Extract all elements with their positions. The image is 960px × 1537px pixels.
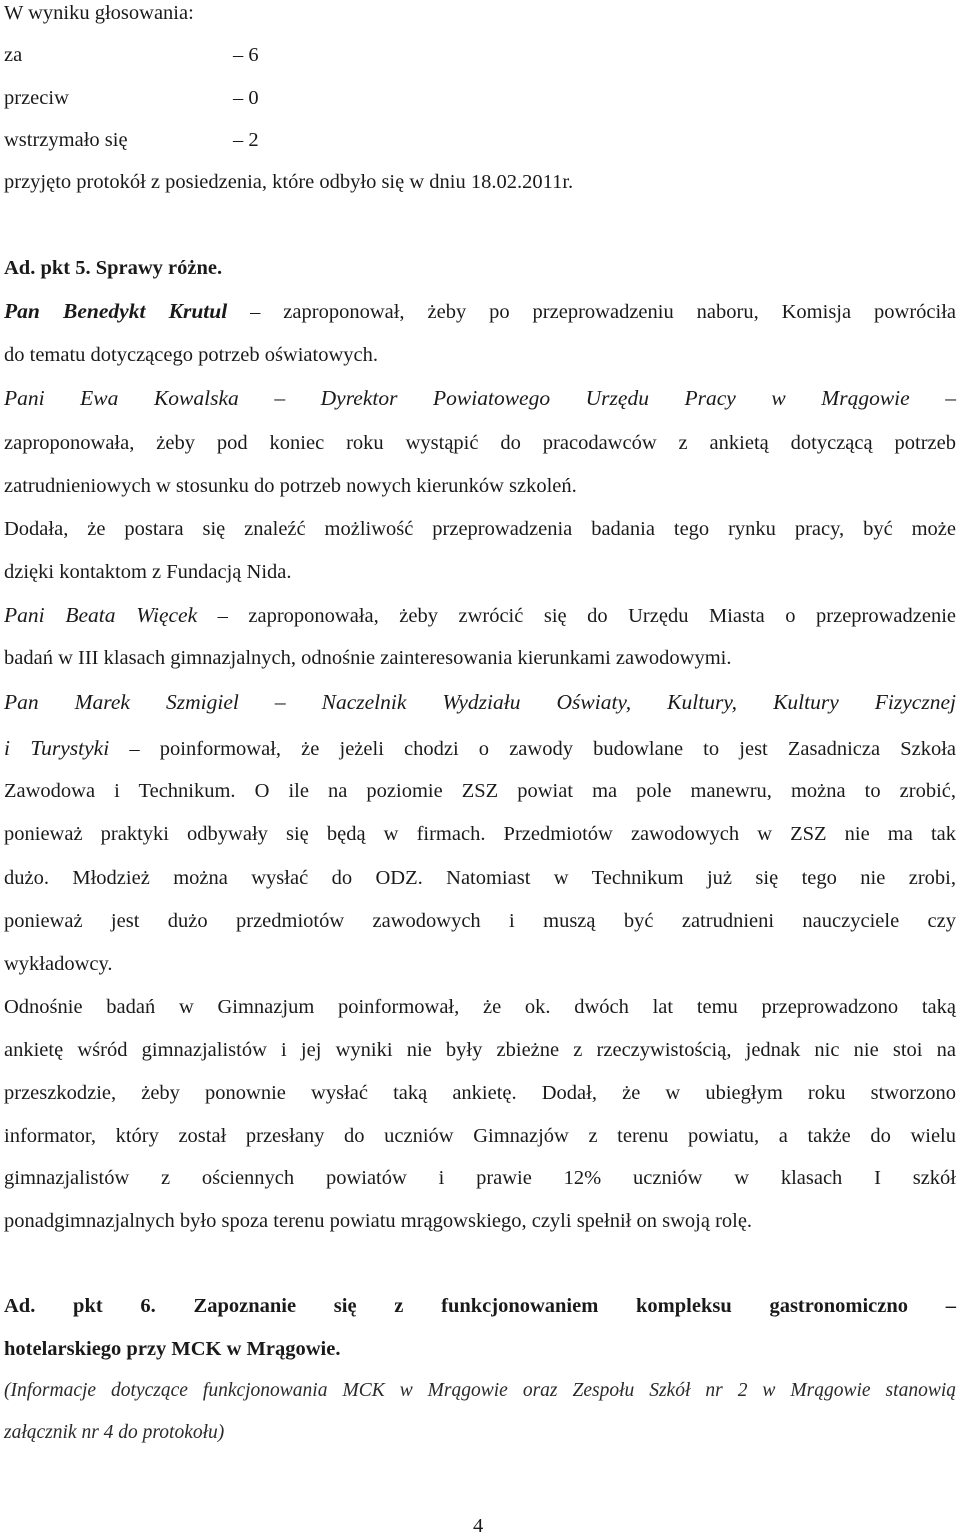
paragraph-line: Pani Beata Więcek – zaproponowała, żeby zwrócić się do Urzędu Miasta o przeprowadzenie — [4, 603, 957, 627]
attachment-note: (Informacje dotyczące funkcjonowania MCK w Mrągowie oraz Zespołu Szkół nr 2 w Mrągowie stanowią — [4, 1380, 956, 1401]
paragraph-line: ponieważ jest dużo przedmiotów zawodowych i muszą być zatrudnieni nauczyciele czy — [4, 910, 956, 932]
section-heading-pkt6: Ad. pkt 6. Zapoznanie się z funkcjonowaniem kompleksu gastronomiczno – — [4, 1295, 956, 1317]
voting-header: W wyniku głosowania: — [4, 2, 194, 24]
paragraph-line: dzięki kontaktom z Fundacją Nida. — [4, 561, 292, 583]
paragraph-line: wykładowcy. — [4, 953, 113, 975]
attachment-note: załącznik nr 4 do protokołu) — [4, 1422, 225, 1443]
paragraph-line: Zawodowa i Technikum. O ile na poziomie ZSZ powiat ma pole manewru, można to zrobić, — [4, 780, 956, 802]
vote-label: za — [4, 44, 23, 66]
speaker-name: Pani Beata Więcek — [4, 603, 198, 627]
vote-label: wstrzymało się — [4, 129, 128, 151]
vote-label: przeciw — [4, 87, 69, 109]
section-heading-pkt6-cont: hotelarskiego przy MCK w Mrągowie. — [4, 1338, 341, 1360]
paragraph-line: ponieważ praktyki odbywały się będą w firmach. Przedmiotów zawodowych w ZSZ nie ma tak — [4, 823, 956, 845]
paragraph-line: badań w III klasach gimnazjalnych, odnośnie zainteresowania kierunkami zawodowymi. — [4, 647, 732, 669]
vote-value: – 0 — [233, 87, 259, 109]
vote-value: – 6 — [233, 44, 259, 66]
paragraph-line: gimnazjalistów z ościennych powiatów i prawie 12% uczniów w klasach I szkół — [4, 1167, 956, 1189]
speaker-name: Pan Benedykt Krutul — [4, 299, 228, 323]
paragraph-line: Odnośnie badań w Gimnazjum poinformował, że ok. dwóch lat temu przeprowadzono taką — [4, 996, 956, 1018]
vote-value: – 2 — [233, 129, 259, 151]
section-heading-pkt5: Ad. pkt 5. Sprawy różne. — [4, 257, 223, 279]
paragraph-line: dużo. Młodzież można wysłać do ODZ. Natomiast w Technikum już się tego nie zrobi, — [4, 867, 956, 889]
vote-row-against — [4, 88, 956, 109]
paragraph-line: Dodała, że postara się znaleźć możliwość przeprowadzenia badania tego rynku pracy, być może — [4, 518, 956, 540]
paragraph-line: informator, który został przesłany do uczniów Gimnazjów z terenu powiatu, a także do wielu — [4, 1125, 956, 1147]
paragraph-line: Pan Benedykt Krutul – zaproponował, żeby po przeprowadzeniu naboru, Komisja powróciła — [4, 299, 956, 323]
page-number: 4 — [473, 1515, 484, 1537]
voting-result: przyjęto protokół z posiedzenia, które odbyło się w dniu 18.02.2011r. — [4, 171, 574, 193]
speaker-name: i Turystyki — [4, 736, 110, 760]
paragraph-line: ponadgimnazjalnych było spoza terenu powiatu mrągowskiego, czyli spełnił on swoją rolę. — [4, 1210, 753, 1232]
paragraph-line: do tematu dotyczącego potrzeb oświatowych. — [4, 344, 378, 366]
paragraph-line: zatrudnieniowych w stosunku do potrzeb nowych kierunków szkoleń. — [4, 475, 577, 497]
vote-row-abstain — [4, 130, 956, 151]
vote-row-for — [4, 45, 956, 66]
paragraph-line: ankietę wśród gimnazjalistów i jej wyniki nie były zbieżne z rzeczywistością, jednak nic nie stoi na — [4, 1039, 956, 1061]
paragraph-line: zaproponowała, żeby pod koniec roku wystąpić do pracodawców z ankietą dotyczącą potrzeb — [4, 432, 956, 454]
paragraph-line: przeszkodzie, żeby ponownie wysłać taką ankietę. Dodał, że w ubiegłym roku stworzono — [4, 1082, 956, 1104]
paragraph-line: Pan Marek Szmigiel – Naczelnik Wydziału Oświaty, Kultury, Kultury Fizycznej — [4, 690, 956, 714]
paragraph-line: i Turystyki – poinformował, że jeżeli chodzi o zawody budowlane to jest Zasadnicza Szkoła — [4, 736, 957, 760]
paragraph-line: Pani Ewa Kowalska – Dyrektor Powiatowego Urzędu Pracy w Mrągowie – — [4, 386, 956, 410]
